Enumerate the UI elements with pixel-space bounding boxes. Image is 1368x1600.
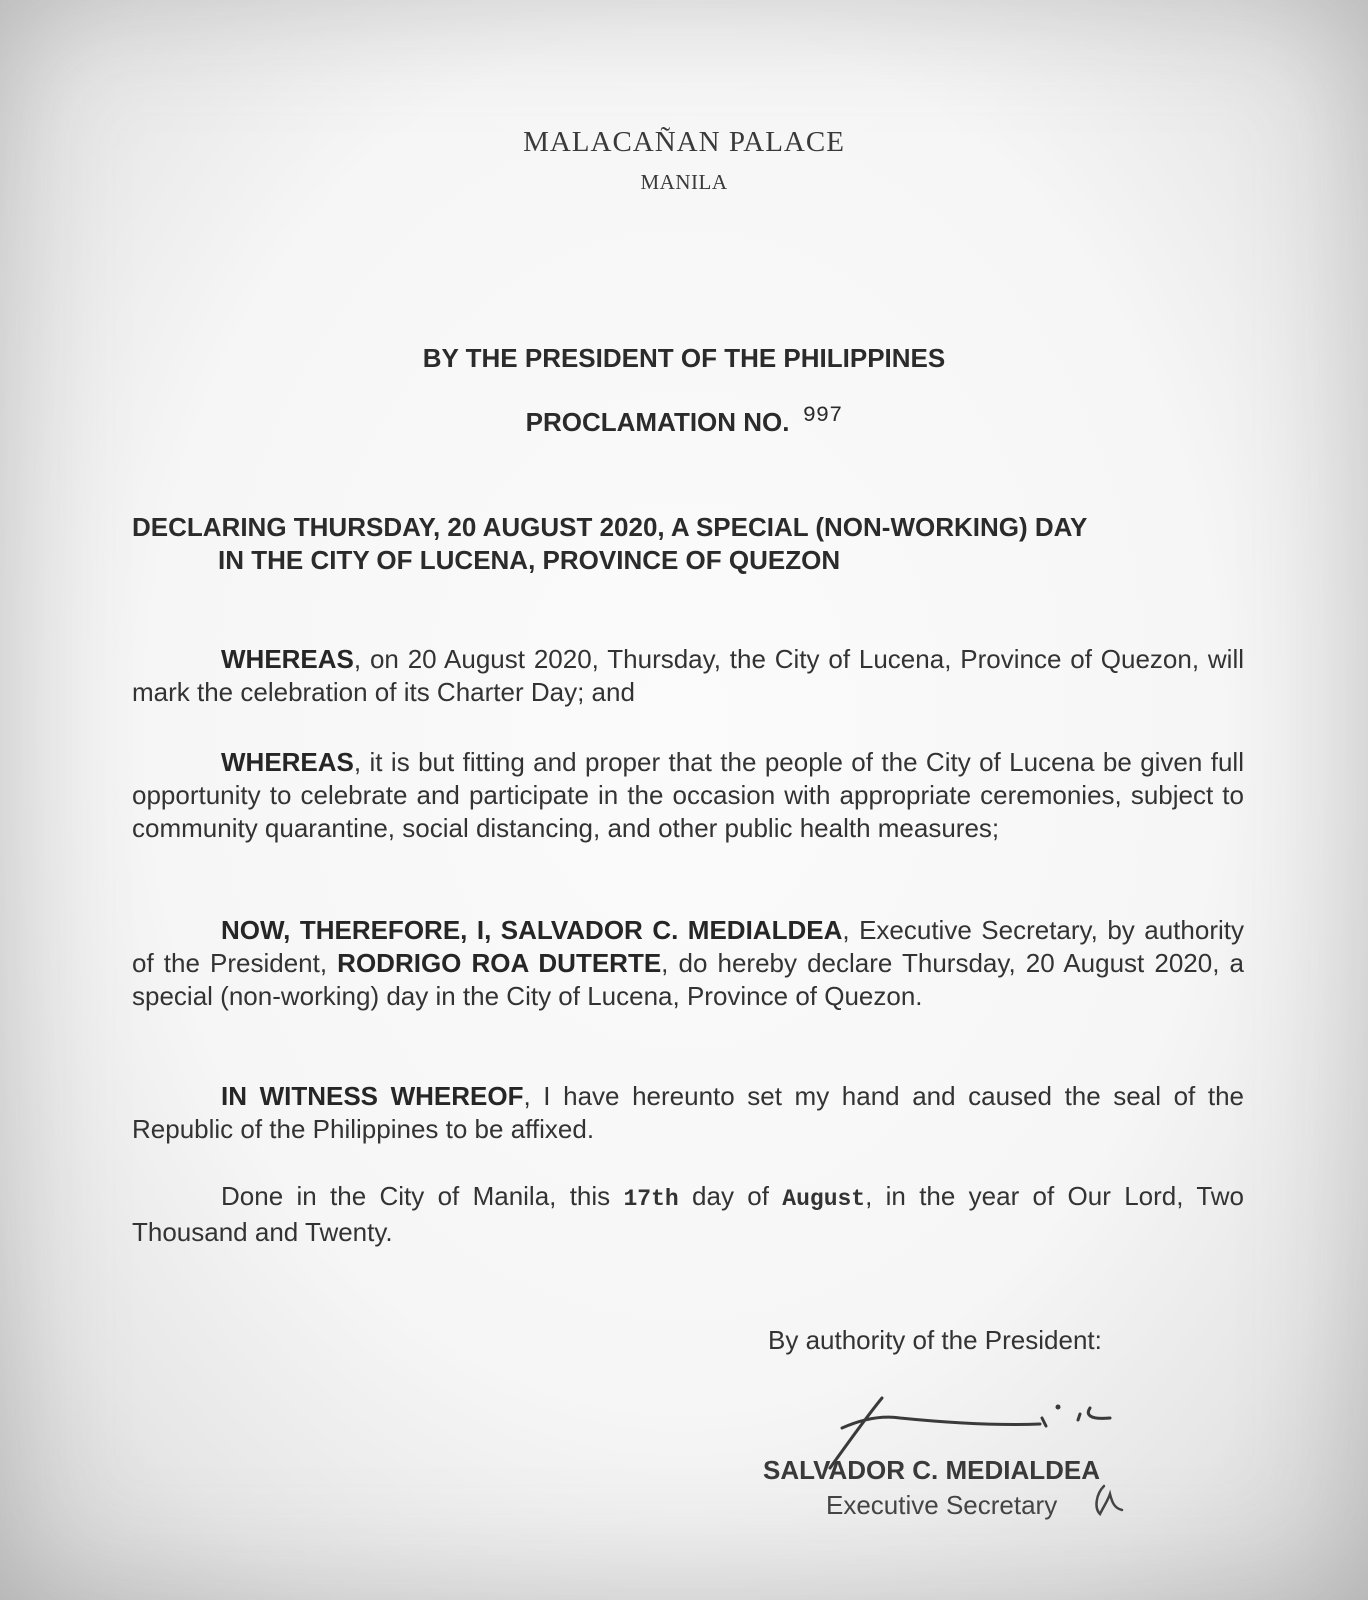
declaration-text-a: , Executive Secretary, by authority of the President, <box>132 915 1244 978</box>
whereas-text-1: , on 20 August 2020, Thursday, the City of Lucena, Province of Quezon, will mark the celebration of its Charter Day; and <box>132 644 1244 707</box>
declaration-text-b: , do hereby declare Thursday, 20 August 2020, a special (non-working) day in the City of Lucena, Province of Quezon. <box>132 948 1244 1011</box>
proclamation-title <box>132 511 1244 577</box>
signer-name: SALVADOR C. MEDIALDEA <box>763 1455 1101 1485</box>
witness-lead: IN WITNESS WHEREOF <box>221 1081 524 1111</box>
signer-position: Executive Secretary <box>826 1490 1058 1520</box>
whereas-paragraph-2 <box>132 746 1244 845</box>
letterhead-city: MANILA <box>640 170 728 194</box>
declaration-paragraph <box>132 914 1244 1013</box>
done-month: August <box>782 1186 866 1212</box>
proclamation-heading <box>0 403 1368 438</box>
title-line-2: IN THE CITY OF LUCENA, PROVINCE OF QUEZON <box>218 545 841 575</box>
done-text-b: day of <box>678 1181 783 1211</box>
done-day: 17th <box>623 1186 679 1212</box>
letterhead-title: MALACAÑAN PALACE <box>523 126 845 158</box>
witness-paragraph <box>132 1080 1244 1146</box>
witness-text: , I have hereunto set my hand and caused the seal of the Republic of the Philippines to be affixed. <box>132 1081 1244 1144</box>
president-name: RODRIGO ROA DUTERTE <box>337 948 662 978</box>
title-line-1: DECLARING THURSDAY, 20 AUGUST 2020, A SPECIAL (NON-WORKING) DAY <box>132 512 1088 542</box>
by-president-heading: BY THE PRESIDENT OF THE PHILIPPINES <box>422 343 946 373</box>
whereas-lead-1: WHEREAS <box>221 644 354 674</box>
proclamation-number: 997 <box>802 403 843 428</box>
proclamation-label: PROCLAMATION NO. <box>525 407 790 437</box>
authority-line: By authority of the President: <box>768 1325 1102 1355</box>
done-text-c: , in the year of Our Lord, Two Thousand and Twenty. <box>132 1181 1245 1247</box>
whereas-lead-2: WHEREAS <box>221 747 354 777</box>
initial-mark <box>1090 1480 1130 1520</box>
done-paragraph <box>132 1180 1244 1249</box>
whereas-paragraph-1 <box>132 643 1244 709</box>
declaration-lead: NOW, THEREFORE, I, SALVADOR C. MEDIALDEA <box>221 915 843 945</box>
done-text-a: Done in the City of Manila, this <box>221 1181 624 1211</box>
whereas-text-2: , it is but fitting and proper that the people of the City of Lucena be given full opportunity to celebrate and participate in the occasion with appropriate ceremonies, subject to community quarantine, social distancing, and other public health measures; <box>132 747 1244 843</box>
